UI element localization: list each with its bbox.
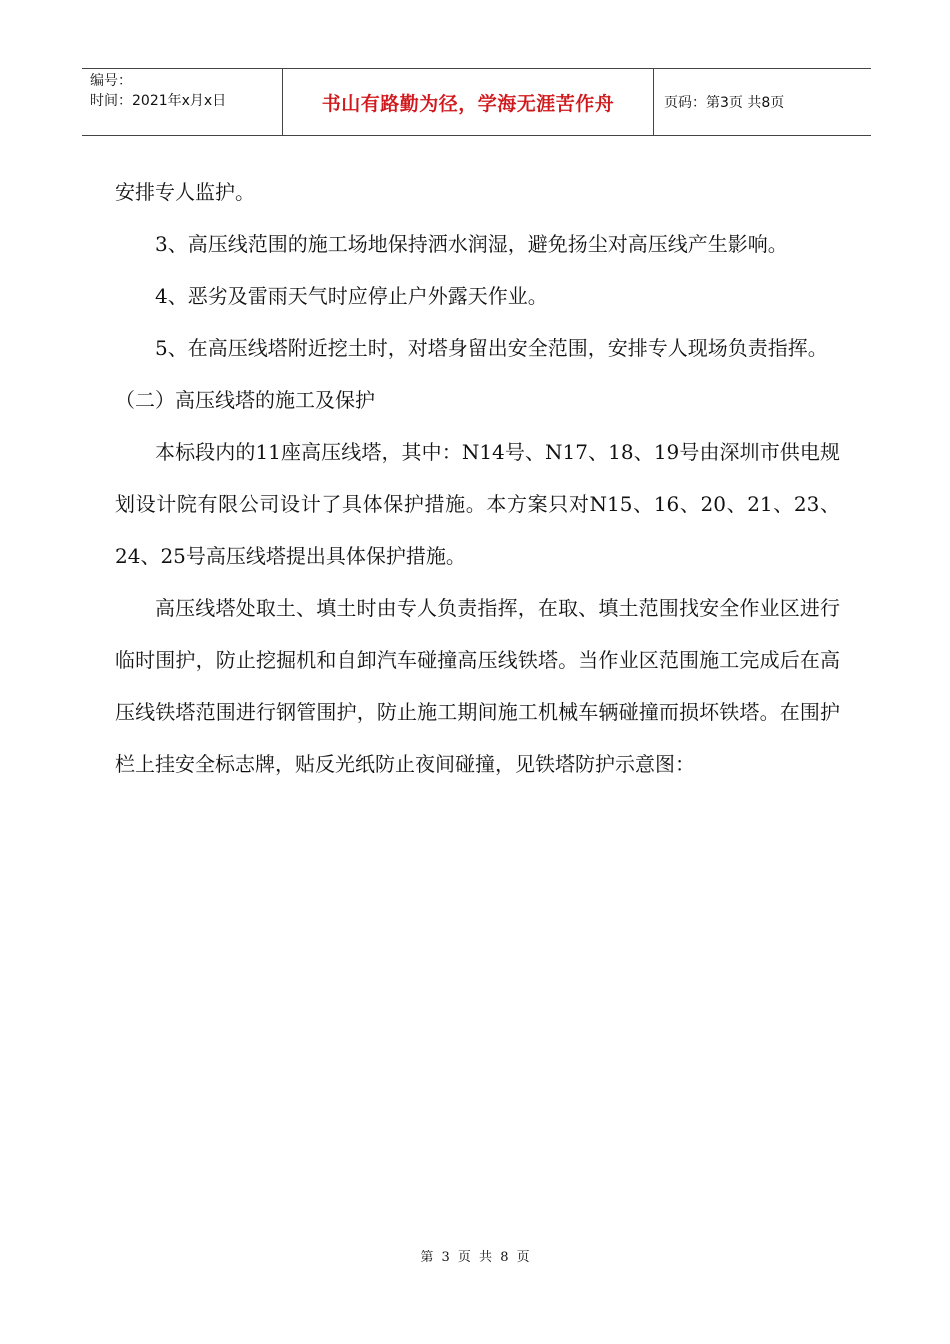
paragraph: 3、高压线范围的施工场地保持洒水润湿，避免扬尘对高压线产生影响。 <box>155 232 788 256</box>
paragraph: 4、恶劣及雷雨天气时应停止户外露天作业。 <box>155 284 548 308</box>
document-body <box>115 166 840 790</box>
document-time-label: 时间：2021年x月x日 <box>90 93 227 109</box>
header-motto: 书山有路勤为径，学海无涯苦作舟 <box>283 69 654 135</box>
header-meta <box>82 69 283 135</box>
section-heading: （二）高压线塔的施工及保护 <box>115 388 375 412</box>
paragraph: 高压线塔处取土、填土时由专人负责指挥，在取、填土范围找安全作业区进行临时围护，防止挖掘机和自卸汽车碰撞高压线铁塔。当作业区范围施工完成后在高压线铁塔范围进行钢管围护，防止施工期间施工机械车辆碰撞而损坏铁塔。在围护栏上挂安全标志牌，贴反光纸防止夜间碰撞，见铁塔防护示意图： <box>115 596 840 776</box>
header-page-info: 页码：第3页 共8页 <box>664 95 785 111</box>
paragraph: 安排专人监护。 <box>115 180 255 204</box>
page-header <box>82 68 871 136</box>
page-footer: 第 3 页 共 8 页 <box>420 1250 530 1265</box>
paragraph: 5、在高压线塔附近挖土时，对塔身留出安全范围，安排专人现场负责指挥。 <box>155 336 828 360</box>
document-number-label: 编号： <box>90 73 132 89</box>
paragraph: 本标段内的11座高压线塔，其中：N14号、N17、18、19号由深圳市供电规划设计院有限公司设计了具体保护措施。本方案只对N15、16、20、21、23、24、25号高压线塔提出具体保护措施。 <box>115 440 840 568</box>
